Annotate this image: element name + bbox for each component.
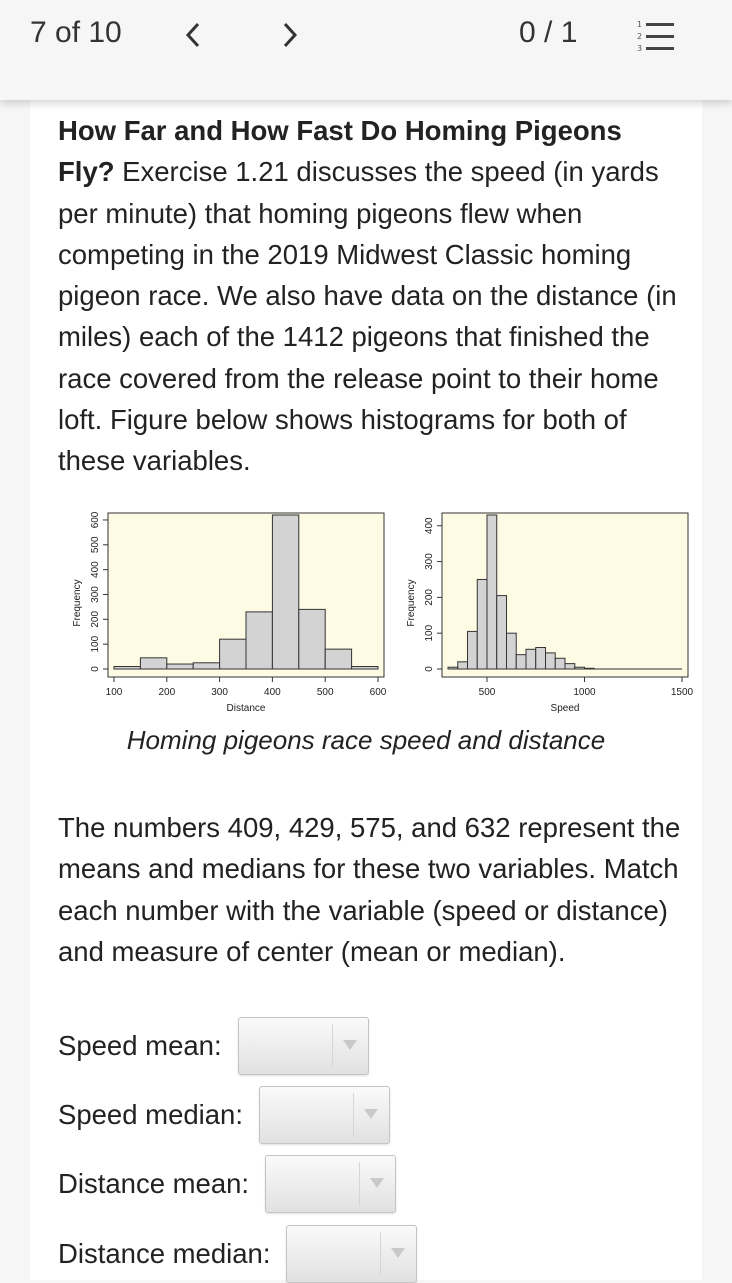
question-list-button[interactable] <box>622 18 678 54</box>
distance-mean-dropdown[interactable] <box>265 1155 396 1213</box>
distance-x-tick-label: 300 <box>211 687 228 698</box>
speed-bar <box>487 515 497 669</box>
question-text <box>58 110 682 482</box>
speed-bar <box>565 664 575 669</box>
chevron-left-icon <box>183 20 203 50</box>
next-button[interactable] <box>275 18 305 52</box>
distance-y-tick-label: 100 <box>90 635 101 653</box>
question-counter: 7 of 10 <box>30 16 122 49</box>
figure-caption: Homing pigeons race speed and distance <box>126 725 606 755</box>
question-body: Exercise 1.21 discusses the speed (in yards per minute) that homing pigeons flew when competing in the 2019 Midwest Classic homing pigeon race. We also have data on the distance (in miles) each of the 1412 pigeons that finished the race covered from the release point to their home loft. Figure below shows histograms for both of these variables. <box>58 156 677 477</box>
svg-text:3: 3 <box>637 44 643 53</box>
distance-y-axis-label: Frequency <box>72 579 83 627</box>
distance-x-tick-label: 500 <box>316 687 334 698</box>
distance-bar <box>299 609 325 669</box>
speed-median-row <box>58 1086 390 1144</box>
distance-x-tick-label: 100 <box>105 687 123 698</box>
dropdown-arrow-icon <box>391 1248 405 1258</box>
distance-median-dropdown[interactable] <box>286 1225 417 1283</box>
histogram-figure <box>60 503 694 723</box>
distance-bar <box>352 667 378 669</box>
speed-median-label: Speed median: <box>58 1099 243 1130</box>
speed-bar <box>448 667 458 669</box>
speed-bar <box>585 668 595 669</box>
distance-x-axis-label: Distance <box>226 703 266 714</box>
score-display: 0 / 1 <box>519 16 578 49</box>
distance-y-tick-label: 400 <box>90 561 101 578</box>
svg-text:1: 1 <box>637 20 643 29</box>
question-title: How Far and How Fast Do Homing Pigeons Fly? <box>58 115 622 188</box>
top-bar <box>0 0 732 100</box>
dropdown-arrow-icon <box>364 1109 378 1119</box>
speed-bar <box>575 667 585 669</box>
question-card <box>30 100 702 1280</box>
distance-x-tick-label: 600 <box>369 687 387 698</box>
speed-y-axis-label: Frequency <box>406 579 417 627</box>
distance-y-tick-label: 600 <box>90 511 101 529</box>
distance-bar <box>167 664 193 669</box>
distance-bar <box>140 658 166 669</box>
distance-y-tick-label: 200 <box>90 610 101 628</box>
speed-bar <box>468 631 478 669</box>
speed-y-tick-label: 0 <box>424 666 435 672</box>
distance-bar <box>325 649 351 669</box>
distance-bar <box>114 667 140 669</box>
previous-button[interactable] <box>178 18 208 52</box>
speed-y-tick-label: 100 <box>424 624 435 642</box>
speed-median-dropdown[interactable] <box>259 1086 390 1144</box>
speed-bar <box>477 579 487 669</box>
distance-bar <box>220 639 246 669</box>
dropdown-arrow-icon <box>370 1178 384 1188</box>
distance-y-tick-label: 0 <box>90 666 101 672</box>
speed-x-tick-label: 500 <box>478 687 496 698</box>
speed-mean-row <box>58 1017 369 1075</box>
chevron-right-icon <box>280 20 300 50</box>
svg-text:2: 2 <box>637 32 643 41</box>
speed-x-axis-label: Speed <box>550 703 580 714</box>
distance-bar <box>193 663 219 669</box>
numbered-list-icon <box>622 18 678 54</box>
speed-y-tick-label: 400 <box>424 517 435 535</box>
speed-x-tick-label: 1500 <box>670 687 694 698</box>
speed-bar <box>497 596 507 669</box>
speed-y-tick-label: 300 <box>424 553 435 570</box>
distance-median-row <box>58 1225 417 1283</box>
distance-bar <box>272 515 298 669</box>
speed-bar <box>526 649 536 669</box>
distance-y-tick-label: 500 <box>90 536 101 554</box>
speed-bar <box>507 633 517 669</box>
distance-x-tick-label: 200 <box>158 687 176 698</box>
speed-bar <box>536 648 546 669</box>
speed-mean-dropdown[interactable] <box>238 1017 369 1075</box>
distance-mean-row <box>58 1155 396 1213</box>
distance-bar <box>246 612 272 669</box>
speed-bar <box>458 662 468 669</box>
speed-bar <box>546 653 556 669</box>
speed-mean-label: Speed mean: <box>58 1030 222 1061</box>
instructions-text: The numbers 409, 429, 575, and 632 represent the means and medians for these two variables. Match each number with the variable (speed or distance) and measure of center (mean or median). <box>58 812 681 967</box>
distance-mean-label: Distance mean: <box>58 1168 250 1199</box>
speed-bar <box>516 655 526 669</box>
speed-bar <box>555 658 565 669</box>
distance-y-tick-label: 300 <box>90 586 101 603</box>
distance-median-label: Distance median: <box>58 1238 271 1269</box>
speed-y-tick-label: 200 <box>424 589 435 606</box>
dropdown-arrow-icon <box>343 1040 357 1050</box>
speed-x-tick-label: 1000 <box>573 687 596 698</box>
distance-x-tick-label: 400 <box>264 687 281 698</box>
